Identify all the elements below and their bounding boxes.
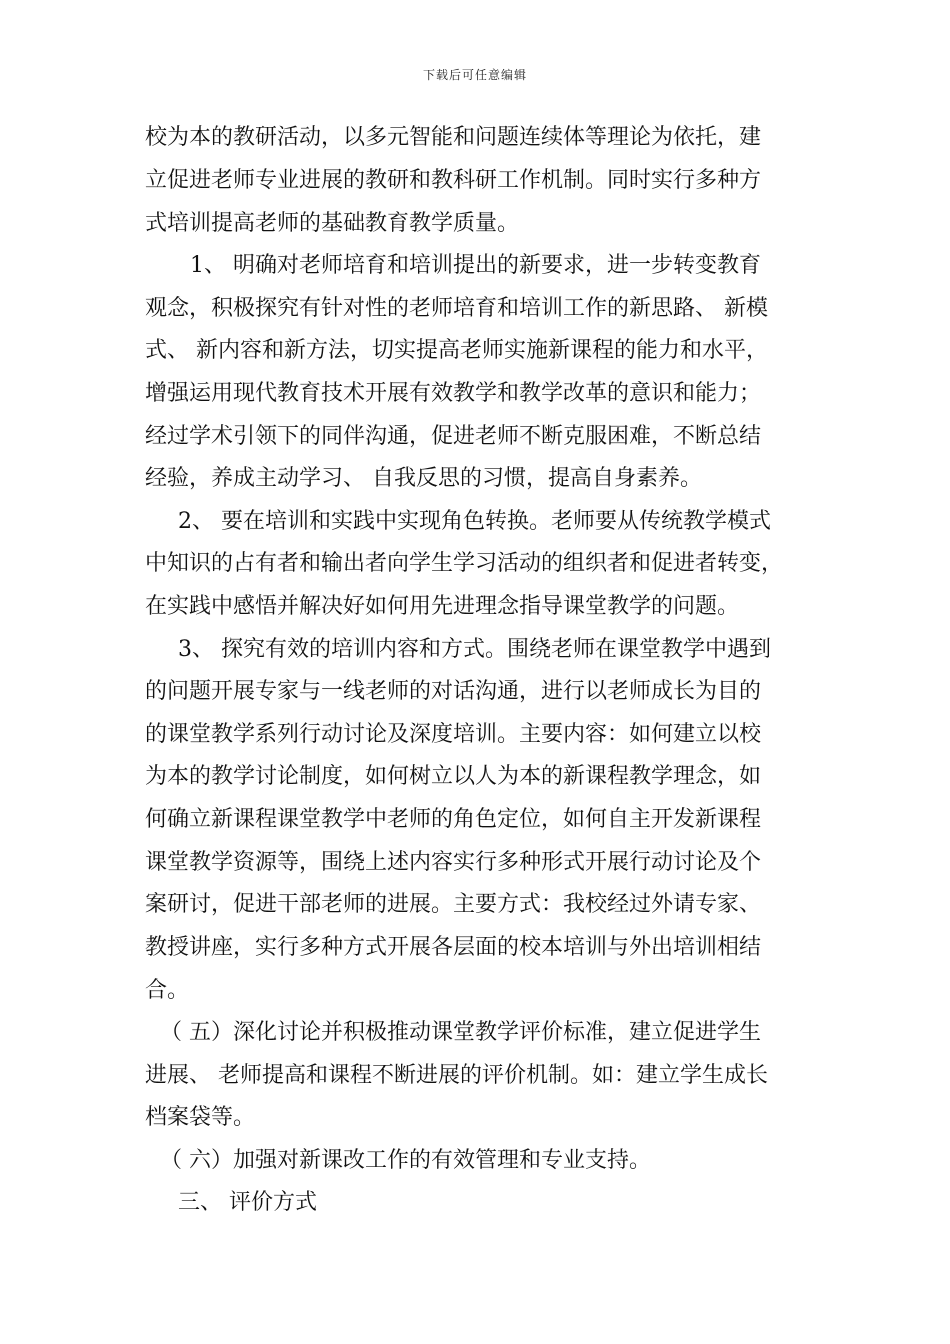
text-line: 3、 探究有效的培训内容和方式。围绕老师在课堂教学中遇到 (178, 637, 771, 662)
text-line: 进展、 老师提高和课程不断进展的评价机制。如：建立学生成长 (145, 1063, 768, 1088)
text-line: 1、 明确对老师培育和培训提出的新要求，进一步转变教育 (190, 253, 761, 278)
text-line: 教授讲座，实行多种方式开展各层面的校本培训与外出培训相结 (145, 935, 762, 960)
section-heading: 三、 评价方式 (178, 1190, 317, 1215)
text-line: 2、 要在培训和实践中实现角色转换。老师要从传统教学模式 (178, 509, 771, 534)
text-line: 立促进老师专业进展的教研和教科研工作机制。同时实行多种方 (145, 168, 762, 193)
text-line: 增强运用现代教育技术开展有效教学和教学改革的意识和能力； (145, 381, 762, 406)
section-heading: （ 五）深化讨论并积极推动课堂教学评价标准，建立促进学生 (160, 1020, 761, 1045)
text-line: 档案袋等。 (145, 1105, 256, 1130)
text-line: 合。 (145, 978, 190, 1003)
text-line: 课堂教学资源等，围绕上述内容实行多种形式开展行动讨论及个 (145, 850, 762, 875)
page-header: 下载后可任意编辑 (422, 68, 527, 82)
text-line: 的问题开展专家与一线老师的对话沟通，进行以老师成长为目的 (145, 679, 762, 704)
text-line: 经过学术引领下的同伴沟通，促进老师不断克服困难，不断总结 (145, 424, 762, 449)
text-line: 中知识的占有者和输出者向学生学习活动的组织者和促进者转变， (145, 551, 784, 576)
text-line: 式培训提高老师的基础教育教学质量。 (145, 211, 520, 236)
text-line: 校为本的教研活动，以多元智能和问题连续体等理论为依托，建 (145, 125, 762, 150)
text-line: 在实践中感悟并解决好如何用先进理念指导课堂教学的问题。 (145, 594, 740, 619)
text-line: 案研讨，促进干部老师的进展。主要方式：我校经过外请专家、 (145, 892, 762, 917)
text-line: 经验，养成主动学习、 自我反思的习惯，提高自身素养。 (145, 466, 702, 491)
text-line: 式、 新内容和新方法，切实提高老师实施新课程的能力和水平， (145, 338, 768, 363)
text-line: 何确立新课程课堂教学中老师的角色定位，如何自主开发新课程 (145, 807, 762, 832)
section-heading: （ 六）加强对新课改工作的有效管理和专业支持。 (160, 1148, 651, 1173)
text-line: 的课堂教学系列行动讨论及深度培训。主要内容：如何建立以校 (145, 722, 762, 747)
text-line: 观念，积极探究有针对性的老师培育和培训工作的新思路、 新模 (145, 296, 768, 321)
text-line: 为本的教学讨论制度，如何树立以人为本的新课程教学理念，如 (145, 764, 762, 789)
